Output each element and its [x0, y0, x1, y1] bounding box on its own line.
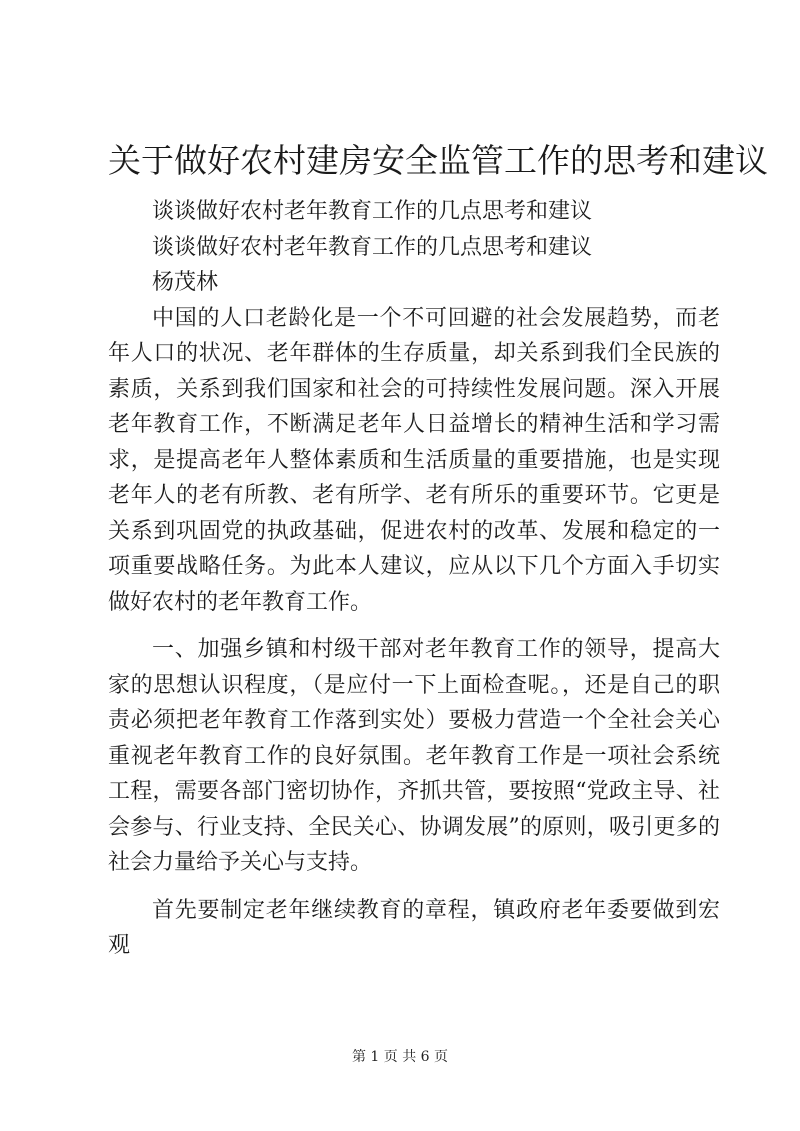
subtitle-paragraph: 谈谈做好农村老年教育工作的几点思考和建议 — [152, 234, 593, 260]
body-paragraph: 中国的人口老龄化是一个不可回避的社会发展趋势，而老年人口的状况、老年群体的生存质量，却关系到我们全民族的素质，关系到我们国家和社会的可持续性发展问题。深入开展老年教育工作，不断满足老年人日益增长的精神生活和学习需求，是提高老年人整体素质和生活质量的重要措施，也是实现老年人的老有所教、老有所学、老有所乐的重要环节。它更是关系到巩固党的执政基础，促进农村的改革、发展和稳定的一项重要战略任务。为此本人建议，应从以下几个方面入手切实做好农村的老年教育工作。 — [108, 305, 720, 615]
author-name: 杨茂林 — [152, 270, 219, 295]
body-paragraph: 一、加强乡镇和村级干部对老年教育工作的领导，提高大家的思想认识程度，（是应付一下上面检查呢。，还是自己的职责必须把老年教育工作落到实处）要极力营造一个全社会关心重视老年教育工作的良好氛围。老年教育工作是一项社会系统工程，需要各部门密切协作，齐抓共管，要按照“党政主导、社会参与、行业支持、全民关心、协调发展”的原则，吸引更多的社会力量给予关心与支持。 — [108, 637, 720, 875]
body-paragraph: 首先要制定老年继续教育的章程，镇政府老年委要做到宏观 — [108, 897, 720, 958]
document-body — [108, 194, 720, 964]
subtitle-paragraph: 谈谈做好农村老年教育工作的几点思考和建议 — [152, 199, 593, 224]
document-title: 关于做好农村建房安全监管工作的思考和建议 — [108, 141, 768, 180]
page-footer: 第 1 页 共 6 页 — [351, 1049, 449, 1065]
